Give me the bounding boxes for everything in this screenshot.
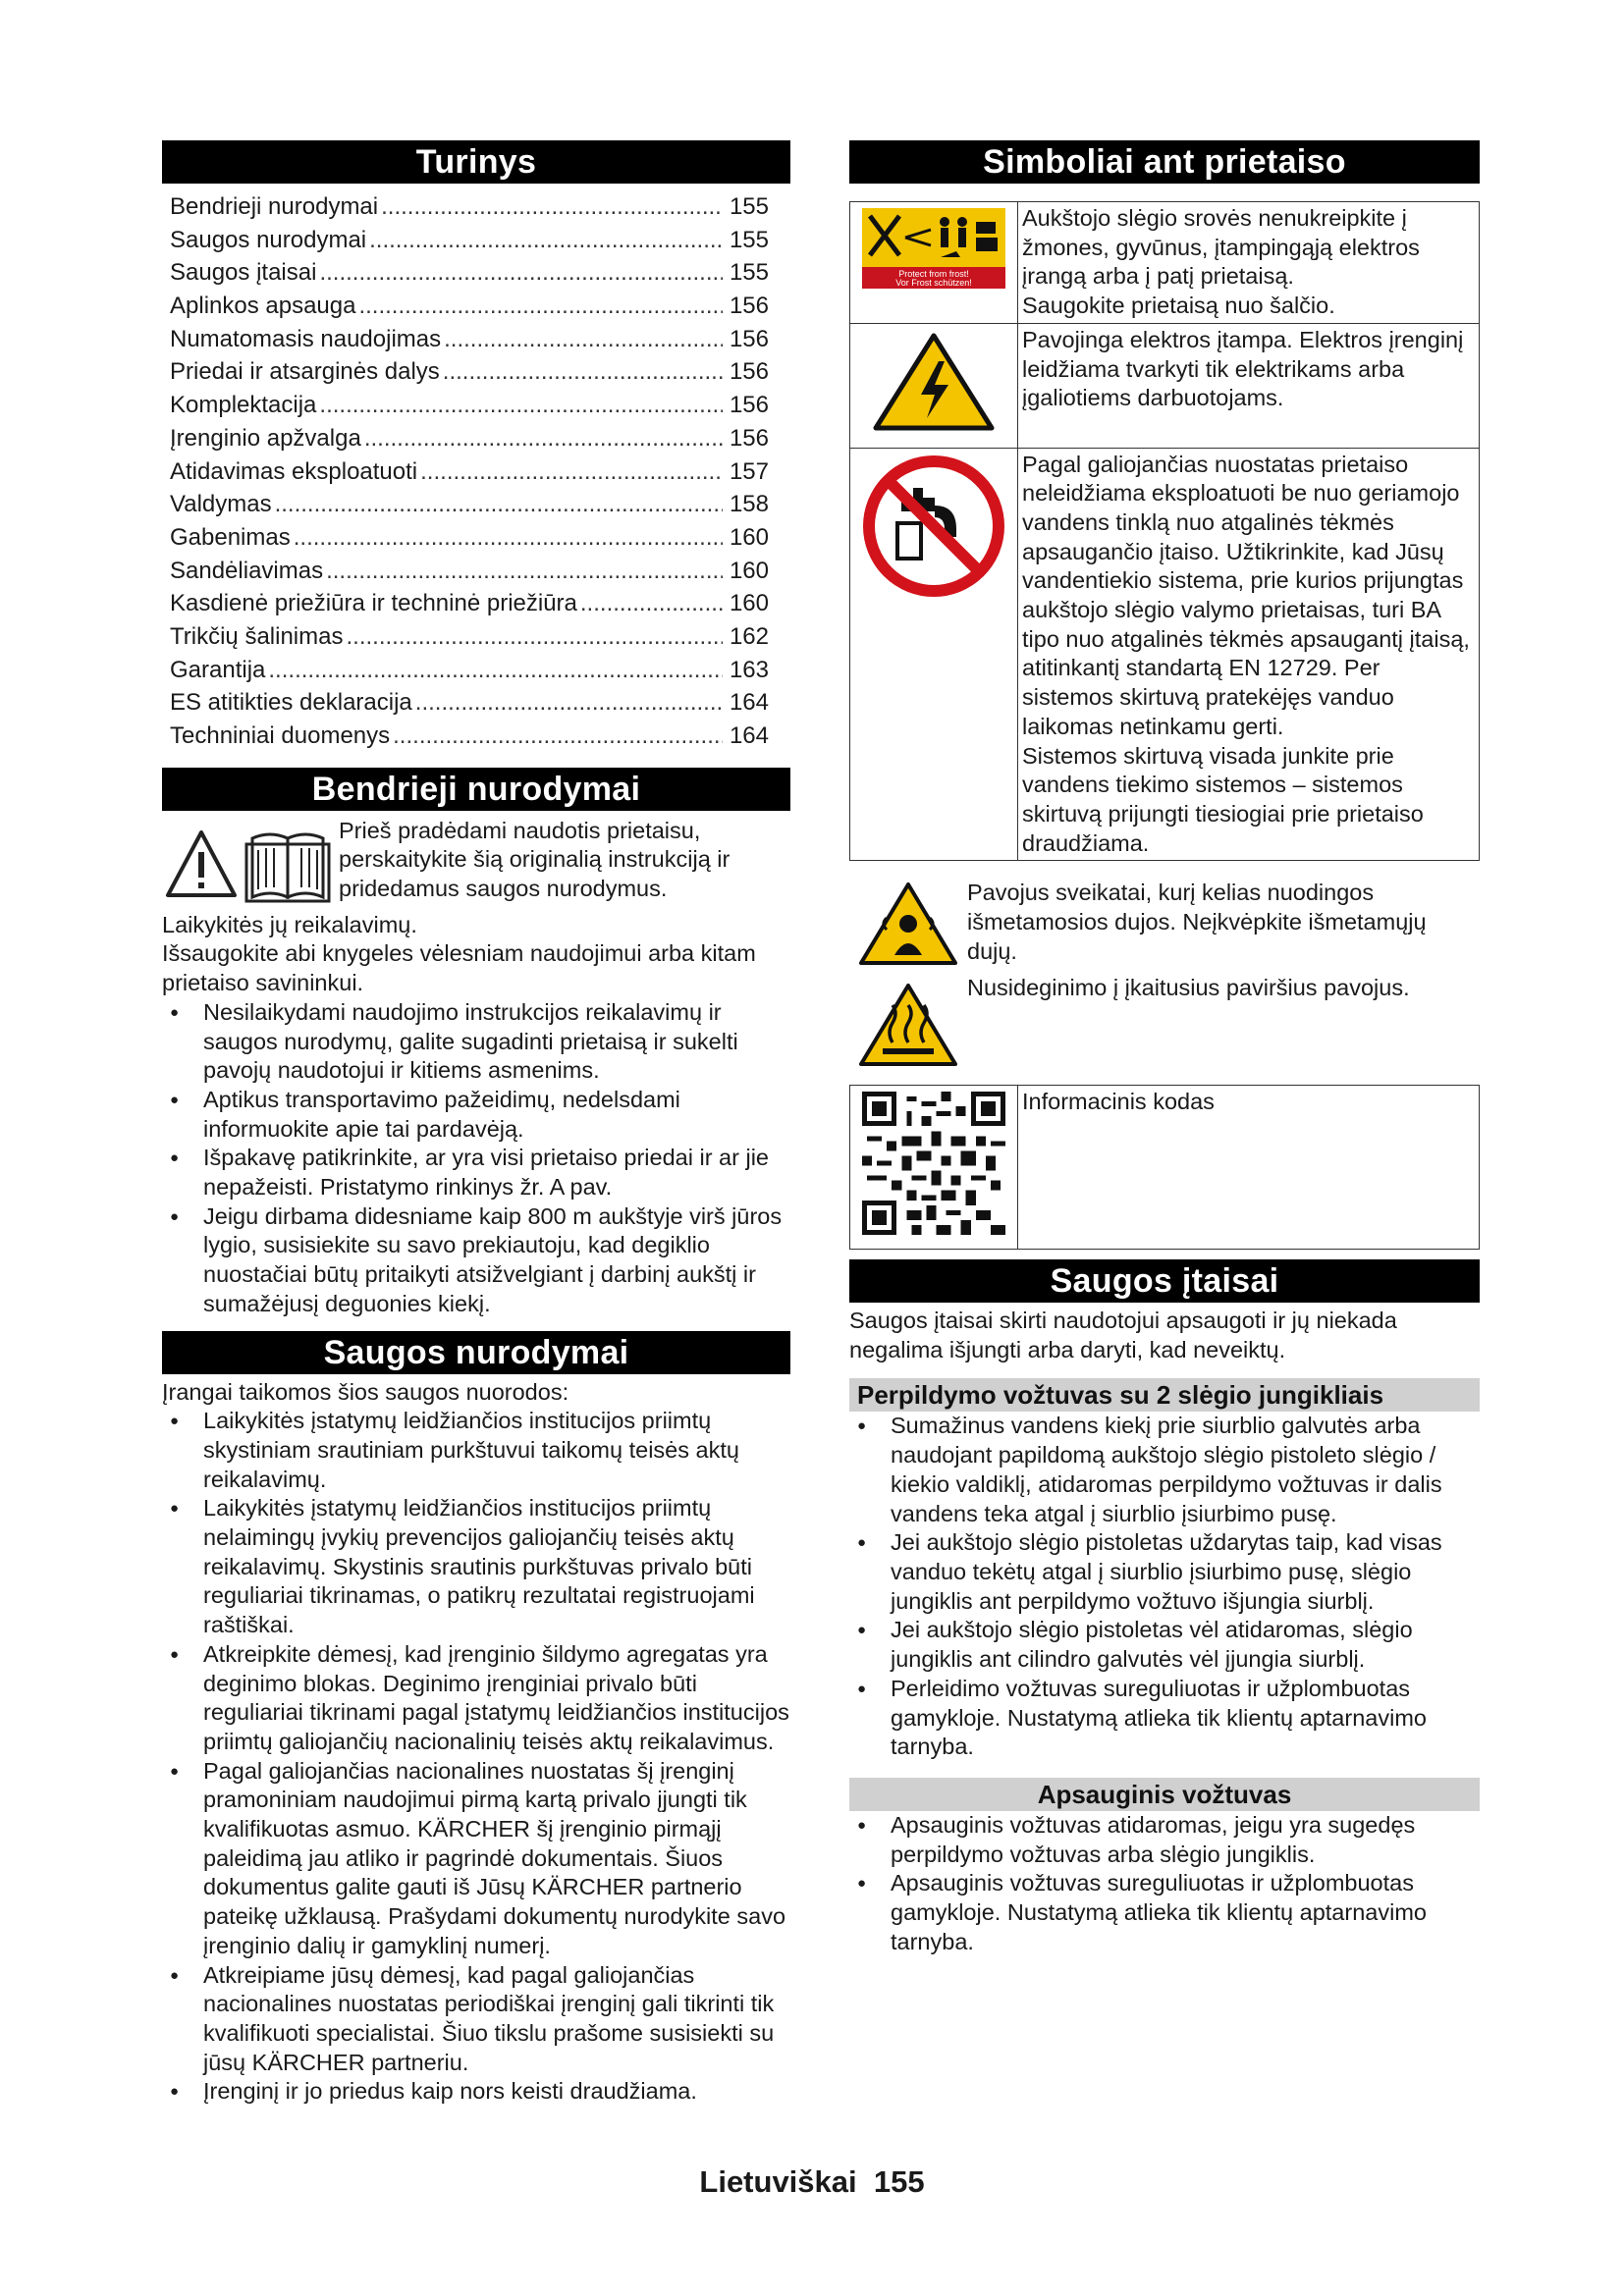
list-item: ● Laikykitės įstatymų leidžiančios institucijos priimtų skystiniam srautiniam purkštuvui taikomų teisės aktų reikalavimų. (162, 1407, 790, 1494)
list-item: ● Nesilaikydami naudojimo instrukcijos reikalavimų ir saugos nurodymų, galite sugadinti prietaisą ir sukelti pavojų naudotojui ir kitiems asmenims. (162, 998, 790, 1086)
toc-entry-page: 158 (729, 491, 769, 518)
devices-heading: Saugos įtaisai (849, 1259, 1480, 1303)
toc-entry-page: 157 (729, 457, 769, 485)
toc-entry (170, 293, 769, 326)
toc-entry (170, 657, 769, 690)
toc-entry-page: 156 (729, 325, 769, 352)
toc-leader-dots (319, 259, 723, 287)
list-item: ● Įrenginį ir jo priedus kaip nors keisti draudžiama. (162, 2077, 790, 2107)
list-item: ● Apsauginis vožtuvas atidaromas, jeigu yra sugedęs perpildymo vožtuvas arba slėgio jungiklis. (849, 1811, 1480, 1869)
toc-leader-dots (381, 193, 723, 221)
list-item: ● Pagal galiojančias nacionalines nuostatas šį įrenginį pramoniniam naudojimui pirmą kartą privalo įjungti tik kvalifikuotas asmuo. KÄRCHER šį įrenginio pirmąjį paleidimą jau atliko ir pagrindė dokumentais. Šiuos dokumentus galite gauti iš Jūsų KÄRCHER partnerio pateikę užklausą. Prašydami dokumentų nurodykite savo įrenginio dalių ir gamyklinį numerį. (162, 1757, 790, 1961)
high-voltage-icon (870, 330, 998, 434)
toc-entry-page: 155 (729, 259, 769, 287)
toc-entry-title: Įrenginio apžvalga (170, 424, 361, 452)
symbol-text-spray: Aukštojo slėgio srovės nenukreipkite į žmones, gyvūnus, įtampingąją elektros įrangą arba į patį prietaisą. (1022, 205, 1420, 290)
symbol-text-frost: Saugokite prietaisą nuo šalčio. (1022, 293, 1335, 319)
hot-text: Nusideginimo į įkaitusius paviršius pavojus. (967, 975, 1410, 1001)
symbol-icon-cell (850, 448, 1018, 861)
frost-label-de: Vor Frost schützen! (895, 278, 972, 288)
toc-leader-dots (319, 392, 723, 419)
qr-icon-cell (850, 1086, 1018, 1250)
footer-page-number: 155 (873, 2164, 925, 2199)
list-item: ● Jei aukštojo slėgio pistoletas uždarytas taip, kad visas vanduo tekėtų atgal į siurblio įsiurbimo pusę, slėgio jungiklis ant perpildymo vožtuvo išjungia siurblį. (849, 1528, 1480, 1616)
symbol-row-voltage (850, 323, 1480, 448)
hot-icon-wrap (849, 974, 967, 1075)
toc-entry (170, 524, 769, 558)
list-item: ● Išpakavę patikrinkite, ar yra visi prietaiso priedai ir ar jie nepažeisti. Pristatymo rinkinys žr. A pav. (162, 1144, 790, 1201)
toc-entry (170, 689, 769, 722)
page-footer (0, 2164, 1624, 2200)
gas-icon-wrap (849, 879, 967, 974)
intro-icons (162, 817, 339, 905)
symbol-text-cell (1018, 202, 1480, 324)
toc-entry-title: Aplinkos apsauga (170, 293, 356, 320)
toc-leader-dots (444, 326, 723, 353)
right-column (849, 140, 1480, 1956)
toc-leader-dots (326, 558, 723, 585)
toc-leader-dots (346, 623, 723, 651)
toc-entry (170, 227, 769, 260)
symbol-text-cell (1018, 323, 1480, 448)
safety-intro: Įrangai taikomos šios saugos nuorodos: (162, 1378, 569, 1405)
toc-entry-title: Trikčių šalinimas (170, 622, 344, 650)
toc-entry (170, 326, 769, 359)
list-item: ● Atkreipkite dėmesį, kad įrenginio šildymo agregatas yra deginimo blokas. Deginimo įrenginiai privalo būti reguliariai tikrinami pagal įstatymų leidžiančios institucijos priimtų galiojančių nacionalinių teisės aktų reikalavimus. (162, 1640, 790, 1757)
no-spray-frost-icon (862, 208, 1005, 289)
toc-entry-title: Gabenimas (170, 523, 291, 551)
symbol-row-spray (850, 202, 1480, 324)
toc-entry-title: ES atitikties deklaracija (170, 689, 412, 717)
toc-entry (170, 259, 769, 293)
toc-entry-page: 156 (729, 392, 769, 419)
toc-entry-page: 160 (729, 590, 769, 617)
toc-leader-dots (364, 425, 723, 453)
table-of-contents (170, 193, 769, 756)
toxic-gas-icon (857, 879, 959, 969)
toc-entry (170, 558, 769, 591)
toc-heading: Turinys (162, 140, 790, 184)
toc-entry-title: Komplektacija (170, 392, 317, 419)
safety-heading: Saugos nurodymai (162, 1331, 790, 1374)
safety-valve-bullets (849, 1811, 1480, 1957)
toc-entry-page: 162 (729, 622, 769, 650)
qr-table (849, 1085, 1480, 1250)
overflow-valve-bullets (849, 1412, 1480, 1761)
left-column (162, 140, 790, 2107)
toc-entry (170, 193, 769, 227)
gas-warning (849, 879, 1480, 974)
toc-entry (170, 623, 769, 657)
toc-entry-page: 160 (729, 557, 769, 584)
toc-entry-page: 155 (729, 193, 769, 220)
toc-entry-title: Techniniai duomenys (170, 722, 391, 749)
toc-leader-dots (275, 491, 723, 518)
toc-entry (170, 722, 769, 756)
list-item: ● Aptikus transportavimo pažeidimų, nedelsdami informuokite apie tai pardavėją. (162, 1086, 790, 1144)
overflow-valve-heading: Perpildymo vožtuvas su 2 slėgio jungikliais (849, 1378, 1480, 1412)
no-drinking-water-connection-icon (862, 454, 1005, 598)
general-intro (162, 817, 790, 905)
general-intro-text: Prieš pradėdami naudotis prietaisu, perskaitykite šią originalią instrukciją ir pridedamus saugos nurodymus. (339, 817, 731, 902)
general-p2: Išsaugokite abi knygeles vėlesniam naudojimui arba kitam prietaiso savininkui. (162, 940, 756, 996)
toc-entry-page: 155 (729, 226, 769, 253)
toc-entry (170, 590, 769, 623)
symbols-heading: Simboliai ant prietaiso (849, 140, 1480, 184)
toc-leader-dots (415, 689, 723, 717)
list-item: ● Jei aukštojo slėgio pistoletas vėl atidaromas, slėgio jungiklis ant cilindro galvutės vėl įjungia siurblį. (849, 1616, 1480, 1674)
symbol-text-voltage: Pavojinga elektros įtampa. Elektros įrenginį leidžiama tvarkyti tik elektrikams arba įgaliotiems darbuotojams. (1022, 326, 1464, 411)
list-item: ● Jeigu dirbama didesniame kaip 800 m aukštyje virš jūros lygio, susisiekite su savo prekiautoju, kad degiklio nuostačiai būtų pritaikyti atsižvelgiant į darbinį aukštį ir sumažėjusį deguonies kiekį. (162, 1202, 790, 1319)
toc-entry-page: 164 (729, 722, 769, 749)
frost-label-en: Protect from frost! (898, 269, 969, 279)
toc-leader-dots (443, 358, 723, 386)
toc-entry (170, 491, 769, 524)
qr-text: Informacinis kodas (1022, 1089, 1215, 1115)
toc-entry (170, 425, 769, 458)
hot-warning (849, 974, 1480, 1075)
toc-entry-page: 156 (729, 293, 769, 320)
general-bullets (162, 998, 790, 1319)
toc-entry-title: Kasdienė priežiūra ir techninė priežiūra (170, 590, 577, 617)
symbol-icon-cell (850, 323, 1018, 448)
gas-text: Pavojus sveikatai, kurį kelias nuodingos išmetamosios dujos. Neįkvėpkite išmetamųjų dujų. (967, 880, 1427, 964)
toc-entry-page: 163 (729, 656, 769, 683)
toc-entry-page: 156 (729, 358, 769, 386)
safety-valve-heading: Apsauginis vožtuvas (849, 1778, 1480, 1811)
toc-leader-dots (369, 227, 723, 254)
toc-entry-page: 160 (729, 523, 769, 551)
safety-bullets (162, 1407, 790, 2107)
list-item: ● Laikykitės įstatymų leidžiančios institucijos priimtų nelaimingų įvykių prevencijos galiojančių teisės aktų reikalavimų. Skystinis srautinis purkštuvas privalo būti reguliariai tikrinamas, o patikrų rezultatai registruojami raštiškai. (162, 1494, 790, 1640)
toc-entry-title: Saugos nurodymai (170, 226, 367, 253)
list-item: ● Apsauginis vožtuvas sureguliuotas ir užplombuotas gamykloje. Nustatymą atlieka tik klientų aptarnavimo tarnyba. (849, 1869, 1480, 1956)
symbol-text-separator: Sistemos skirtuvą visada junkite prie vandens tiekimo sistemos – sistemos skirtuvą prijungti tiesiogiai prie prietaiso draudžiama. (1022, 742, 1424, 856)
toc-entry (170, 392, 769, 425)
general-heading: Bendrieji nurodymai (162, 768, 790, 811)
general-p1: Laikykitės jų reikalavimų. (162, 911, 417, 937)
toc-entry-title: Bendrieji nurodymai (170, 193, 379, 220)
list-item: ● Perleidimo vožtuvas sureguliuotas ir užplombuotas gamykloje. Nustatymą atlieka tik klientų aptarnavimo tarnyba. (849, 1675, 1480, 1762)
hot-surface-icon (857, 980, 959, 1070)
toc-entry-page: 164 (729, 689, 769, 717)
toc-entry-title: Valdymas (170, 491, 272, 518)
symbol-icon-cell (850, 202, 1018, 324)
toc-entry-title: Atidavimas eksploatuoti (170, 457, 418, 485)
toc-entry-title: Sandėliavimas (170, 557, 324, 584)
warning-book-icon (162, 817, 339, 905)
toc-leader-dots (393, 722, 723, 750)
list-item: ● Sumažinus vandens kiekį prie siurblio galvutės arba naudojant papildomą aukštojo slėgio pistoleto slėgio / kiekio valdiklį, atidaromas perpildymo vožtuvas ir dalis vandens teka atgal į siurblio įsiurbimo pusę. (849, 1412, 1480, 1528)
toc-entry-title: Numatomasis naudojimas (170, 325, 442, 352)
toc-entry (170, 358, 769, 392)
toc-leader-dots (420, 458, 723, 486)
symbols-table (849, 201, 1480, 861)
toc-entry-page: 156 (729, 424, 769, 452)
symbol-text-backflow: Pagal galiojančias nuostatas prietaiso neleidžiama eksploatuoti be nuo geriamojo vandens tinklą nuo atgalinės tėkmės apsaugančio įtaiso. Užtikrinkite, kad Jūsų vandentiekio sistema, prie kurios prijungtas aukštojo slėgio valymo prietaisas, turi BA tipo nuo atgalinės tėkmės apsaugantį įtaisą, atitinkantį standartą EN 12729. Per sistemos skirtuvą pratekėjęs vanduo laikomas netinkamu gerti. (1022, 451, 1470, 739)
list-item: ● Atkreipiame jūsų dėmesį, kad pagal galiojančias nacionalines nuostatas periodiškai įrenginį gali tikrinti tik kvalifikuoti specialistai. Šiuo tikslu prašome susisiekti su jūsų KÄRCHER partneriu. (162, 1961, 790, 2078)
symbol-row-backflow (850, 448, 1480, 861)
toc-leader-dots (358, 293, 723, 320)
toc-entry-title: Garantija (170, 656, 266, 683)
toc-leader-dots (268, 657, 723, 684)
toc-entry (170, 458, 769, 492)
qr-text-cell (1018, 1086, 1480, 1250)
qr-row (850, 1086, 1480, 1250)
symbol-text-cell (1018, 448, 1480, 861)
qr-code-icon (862, 1092, 1005, 1235)
toc-leader-dots (294, 524, 723, 552)
toc-entry-title: Saugos įtaisai (170, 259, 317, 287)
toc-entry-title: Priedai ir atsarginės dalys (170, 358, 440, 386)
devices-intro: Saugos įtaisai skirti naudotojui apsaugoti ir jų niekada negalima išjungti arba daryti, kad neveiktų. (849, 1308, 1397, 1362)
toc-leader-dots (580, 590, 723, 617)
footer-language: Lietuviškai (699, 2164, 857, 2199)
